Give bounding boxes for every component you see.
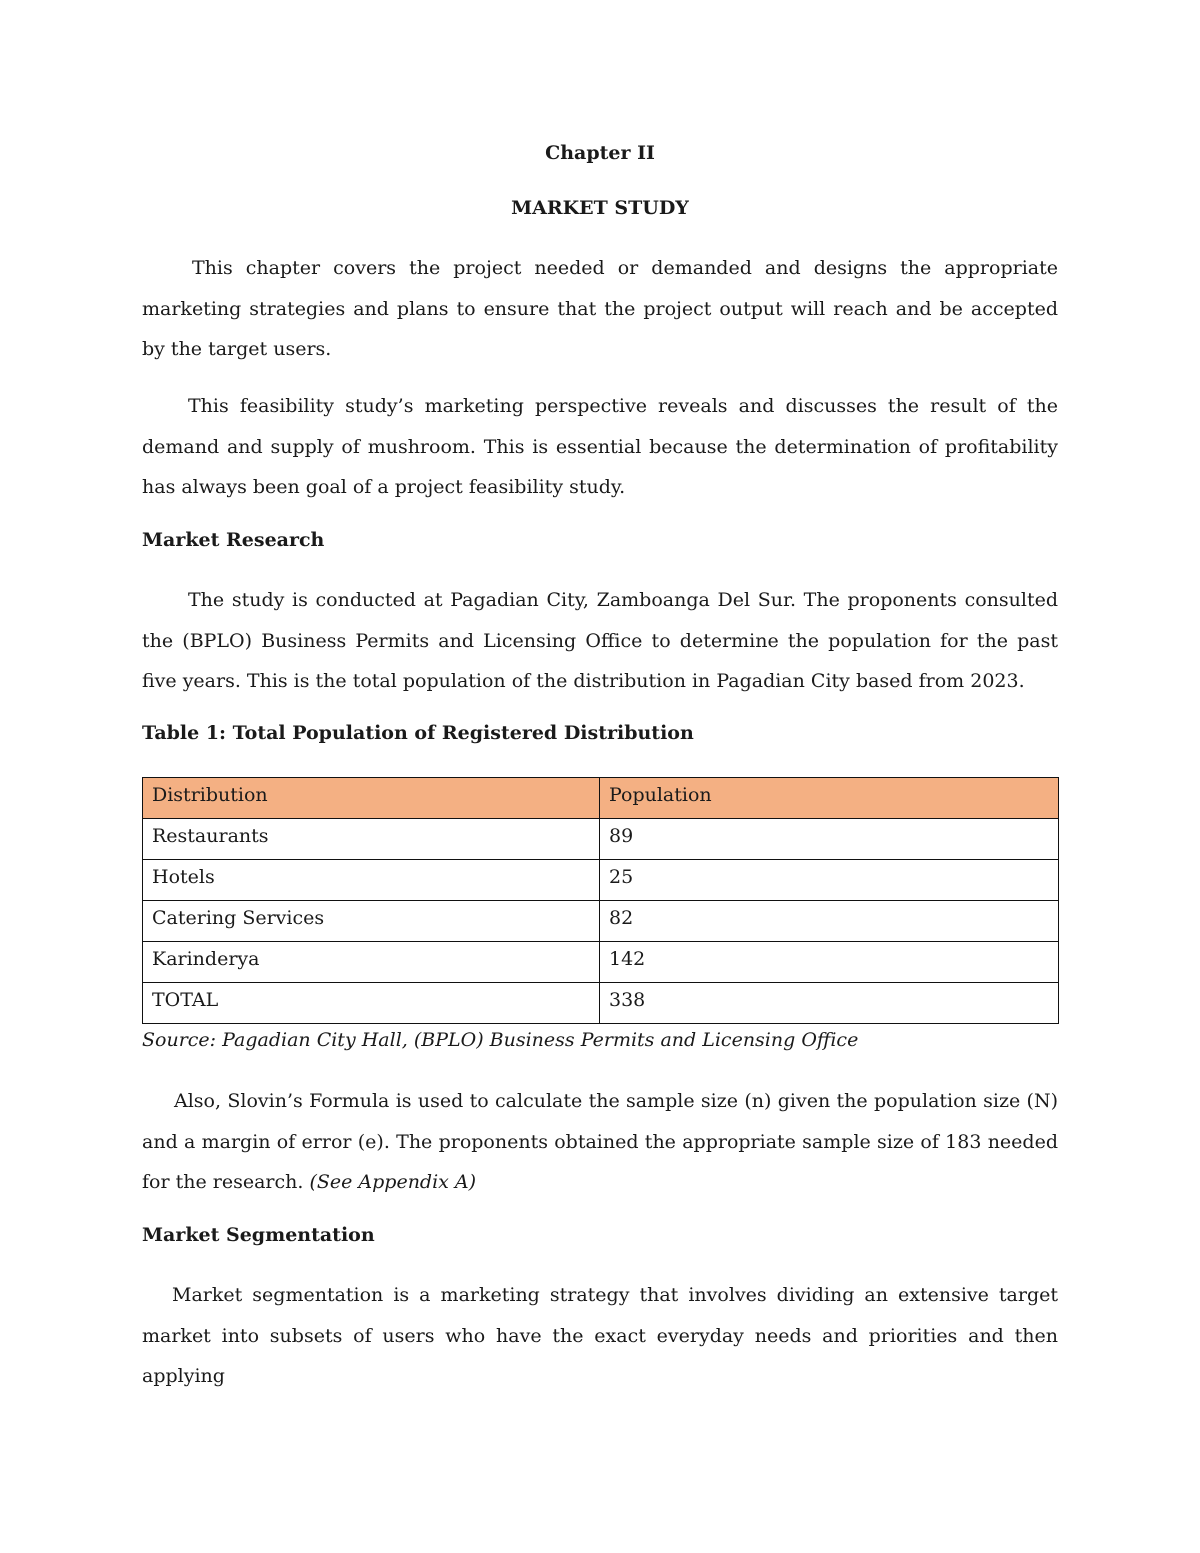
appendix-reference: (See Appendix A) bbox=[309, 1171, 477, 1193]
header-population: Population bbox=[600, 778, 1059, 819]
feasibility-paragraph: This feasibility study’s marketing perspective reveals and discusses the result of the demand and supply of mushroom. This is essential because the determination of profitability has always been goal of a project feasibility study. bbox=[142, 395, 1058, 498]
cell-population: 82 bbox=[600, 901, 1059, 942]
market-research-heading: Market Research bbox=[142, 529, 325, 551]
table-header-row bbox=[143, 778, 1059, 819]
intro-paragraph: This chapter covers the project needed or demanded and designs the appropriate marketing strategies and plans to ensure that the project output will reach and be accepted by the target users. bbox=[142, 257, 1058, 360]
section-title: MARKET STUDY bbox=[511, 197, 689, 219]
study-location-paragraph: The study is conducted at Pagadian City, Zamboanga Del Sur. The proponents consulted the (BPLO) Business Permits and Licensing Office to determine the population for the past five years. This is the total population of the distribution in Pagadian City based from 2023. bbox=[142, 589, 1058, 692]
cell-population: 89 bbox=[600, 819, 1059, 860]
table-caption: Table 1: Total Population of Registered Distribution bbox=[142, 722, 694, 744]
cell-population: 142 bbox=[600, 942, 1059, 983]
cell-distribution: Catering Services bbox=[143, 901, 600, 942]
header-distribution: Distribution bbox=[143, 778, 600, 819]
table-row bbox=[143, 860, 1059, 901]
slovin-paragraph bbox=[142, 1081, 1058, 1203]
cell-distribution: Restaurants bbox=[143, 819, 600, 860]
table-row bbox=[143, 942, 1059, 983]
table-row bbox=[143, 819, 1059, 860]
cell-population: 25 bbox=[600, 860, 1059, 901]
distribution-table bbox=[142, 777, 1059, 1024]
cell-distribution: Hotels bbox=[143, 860, 600, 901]
segmentation-paragraph: Market segmentation is a marketing strategy that involves dividing an extensive target market into subsets of users who have the exact everyday needs and priorities and then applying bbox=[142, 1284, 1058, 1387]
table-row bbox=[143, 901, 1059, 942]
table-total-row bbox=[143, 983, 1059, 1024]
cell-population: 338 bbox=[600, 983, 1059, 1024]
slovin-text: Also, Slovin’s Formula is used to calculate the sample size (n) given the population size (N) and a margin of error (e). The proponents obtained the appropriate sample size of 183 needed for the research. bbox=[142, 1090, 1058, 1193]
market-segmentation-heading: Market Segmentation bbox=[142, 1224, 375, 1246]
cell-distribution: TOTAL bbox=[143, 983, 600, 1024]
chapter-title: Chapter II bbox=[545, 142, 655, 164]
cell-distribution: Karinderya bbox=[143, 942, 600, 983]
table-source: Source: Pagadian City Hall, (BPLO) Business Permits and Licensing Office bbox=[142, 1029, 859, 1051]
